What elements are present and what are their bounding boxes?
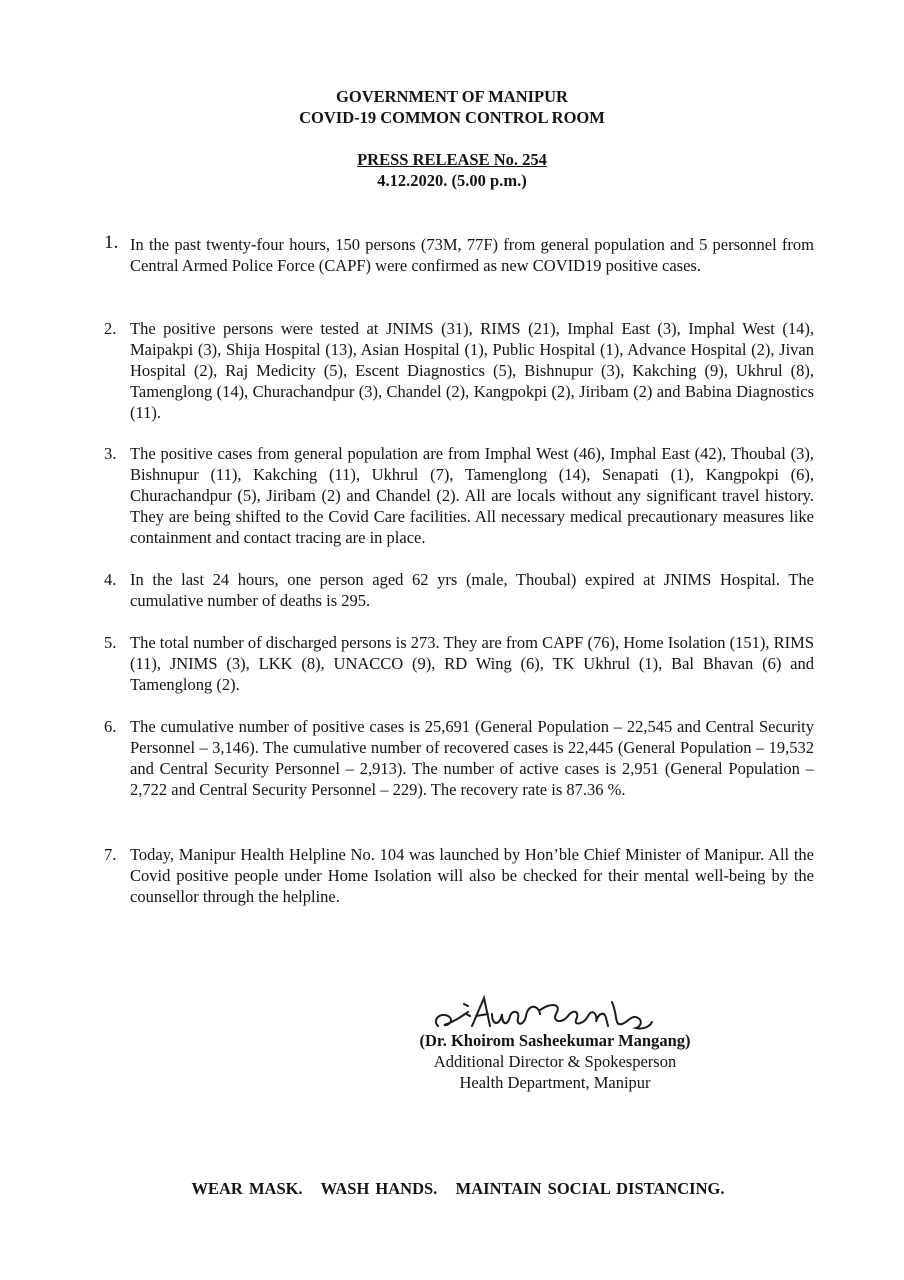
item-number: 2. [104, 319, 117, 338]
press-release-number: PRESS RELEASE No. 254 [357, 150, 547, 169]
item-number: 1. [104, 232, 119, 253]
release-date: 4.12.2020. (5.00 p.m.) [377, 171, 527, 190]
item-text: Today, Manipur Health Helpline No. 104 was launched by Hon’ble Chief Minister of Manipur. All the Covid positive people under Home Isolation will also be checked for their mental well-being by the counsellor through the helpline. [130, 845, 814, 906]
item-number: 4. [104, 570, 117, 589]
item-text: The positive cases from general population are from Imphal West (46), Imphal East (42), Thoubal (3), Bishnupur (11), Kakching (11), Ukhrul (7), Tamenglong (14), Senapati (1), Kangpokpi (6), Churachandpur (5), Jiribam (2) and Chandel (2). All are locals without any significant travel history. They are being shifted to the Covid Care facilities. All necessary medical precautionary measures like containment and contact tracing are in place. [130, 444, 814, 547]
item-number: 3. [104, 444, 117, 463]
item-text: In the past twenty-four hours, 150 persons (73M, 77F) from general population and 5 personnel from Central Armed Police Force (CAPF) were confirmed as new COVID19 positive cases. [130, 235, 814, 275]
control-room-heading: COVID-19 COMMON CONTROL ROOM [299, 108, 605, 127]
safety-slogan: WEAR MASK. WASH HANDS. MAINTAIN SOCIAL DISTANCING. [191, 1179, 725, 1198]
signatory-name: (Dr. Khoirom Sasheekumar Mangang) [419, 1031, 691, 1050]
item-number: 6. [104, 717, 117, 736]
item-number: 7. [104, 845, 117, 864]
government-heading: GOVERNMENT OF MANIPUR [336, 87, 568, 106]
signatory-department: Health Department, Manipur [459, 1073, 651, 1092]
item-text: The total number of discharged persons is 273. They are from CAPF (76), Home Isolation (151), RIMS (11), JNIMS (3), LKK (8), UNACCO (9), RD Wing (6), TK Ukhrul (1), Bal Bhavan (6) and Tamenglong (2). [130, 633, 814, 694]
item-number: 5. [104, 633, 117, 652]
signatory-designation: Additional Director & Spokesperson [433, 1052, 677, 1071]
item-text: The positive persons were tested at JNIMS (31), RIMS (21), Imphal East (3), Imphal West (14), Maipakpi (3), Shija Hospital (13), Asian Hospital (1), Public Hospital (1), Advance Hospital (2), Jivan Hospital (2), Raj Medicity (5), Escent Diagnostics (5), Bishnupur (3), Kakching (9), Ukhrul (8), Tamenglong (14), Churachandpur (3), Chandel (2), Kangpokpi (2), Jiribam (2) and Babina Diagnostics (11). [130, 319, 814, 422]
item-text: In the last 24 hours, one person aged 62 yrs (male, Thoubal) expired at JNIMS Hospital. The cumulative number of deaths is 295. [130, 570, 814, 610]
item-text: The cumulative number of positive cases is 25,691 (General Population – 22,545 and Central Security Personnel – 3,146). The cumulative number of recovered cases is 22,445 (General Population – 19,532 and Central Security Personnel – 2,913). The number of active cases is 2,951 (General Population – 2,722 and Central Security Personnel – 229). The recovery rate is 87.36 %. [130, 717, 814, 799]
